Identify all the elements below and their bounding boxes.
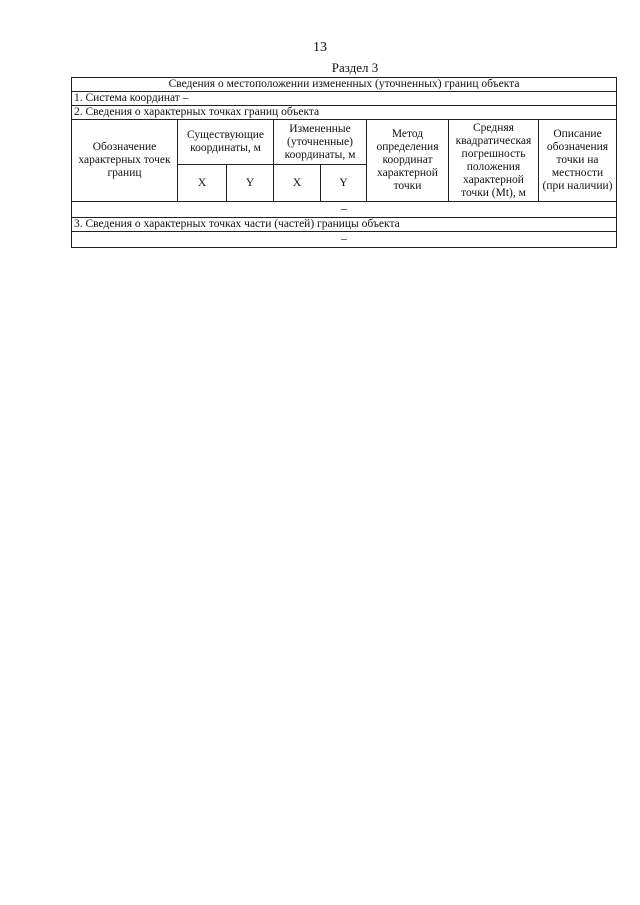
page-number: 13	[313, 40, 327, 55]
table-title: Сведения о местоположении измененных (уточненных) границ объекта	[72, 78, 617, 92]
header-description: Описание обозначения точки на местности (при наличии)	[539, 120, 617, 202]
header-rms-error: Средняя квадратическая погрешность положения характерной точки (Mt), м	[449, 120, 539, 202]
header-changed-coords: Измененные (уточненные) координаты, м	[274, 120, 367, 165]
header-method: Метод определения координат характерной точки	[367, 120, 449, 202]
header-point-designation: Обозначение характерных точек границ	[72, 120, 178, 202]
parts-heading: 3. Сведения о характерных точках части (частей) границы объекта	[72, 218, 617, 232]
points-heading: 2. Сведения о характерных точках границ объекта	[72, 106, 617, 120]
coord-system-row: 1. Система координат –	[72, 92, 617, 106]
header-changed-y: Y	[321, 165, 367, 202]
header-existing-coords: Существующие координаты, м	[178, 120, 274, 165]
header-existing-y: Y	[227, 165, 274, 202]
parts-empty-row: –	[72, 232, 617, 248]
header-changed-x: X	[274, 165, 321, 202]
section-title: Раздел 3	[331, 60, 379, 75]
header-existing-x: X	[178, 165, 227, 202]
boundary-table	[71, 77, 617, 248]
points-empty-row: –	[72, 202, 617, 218]
